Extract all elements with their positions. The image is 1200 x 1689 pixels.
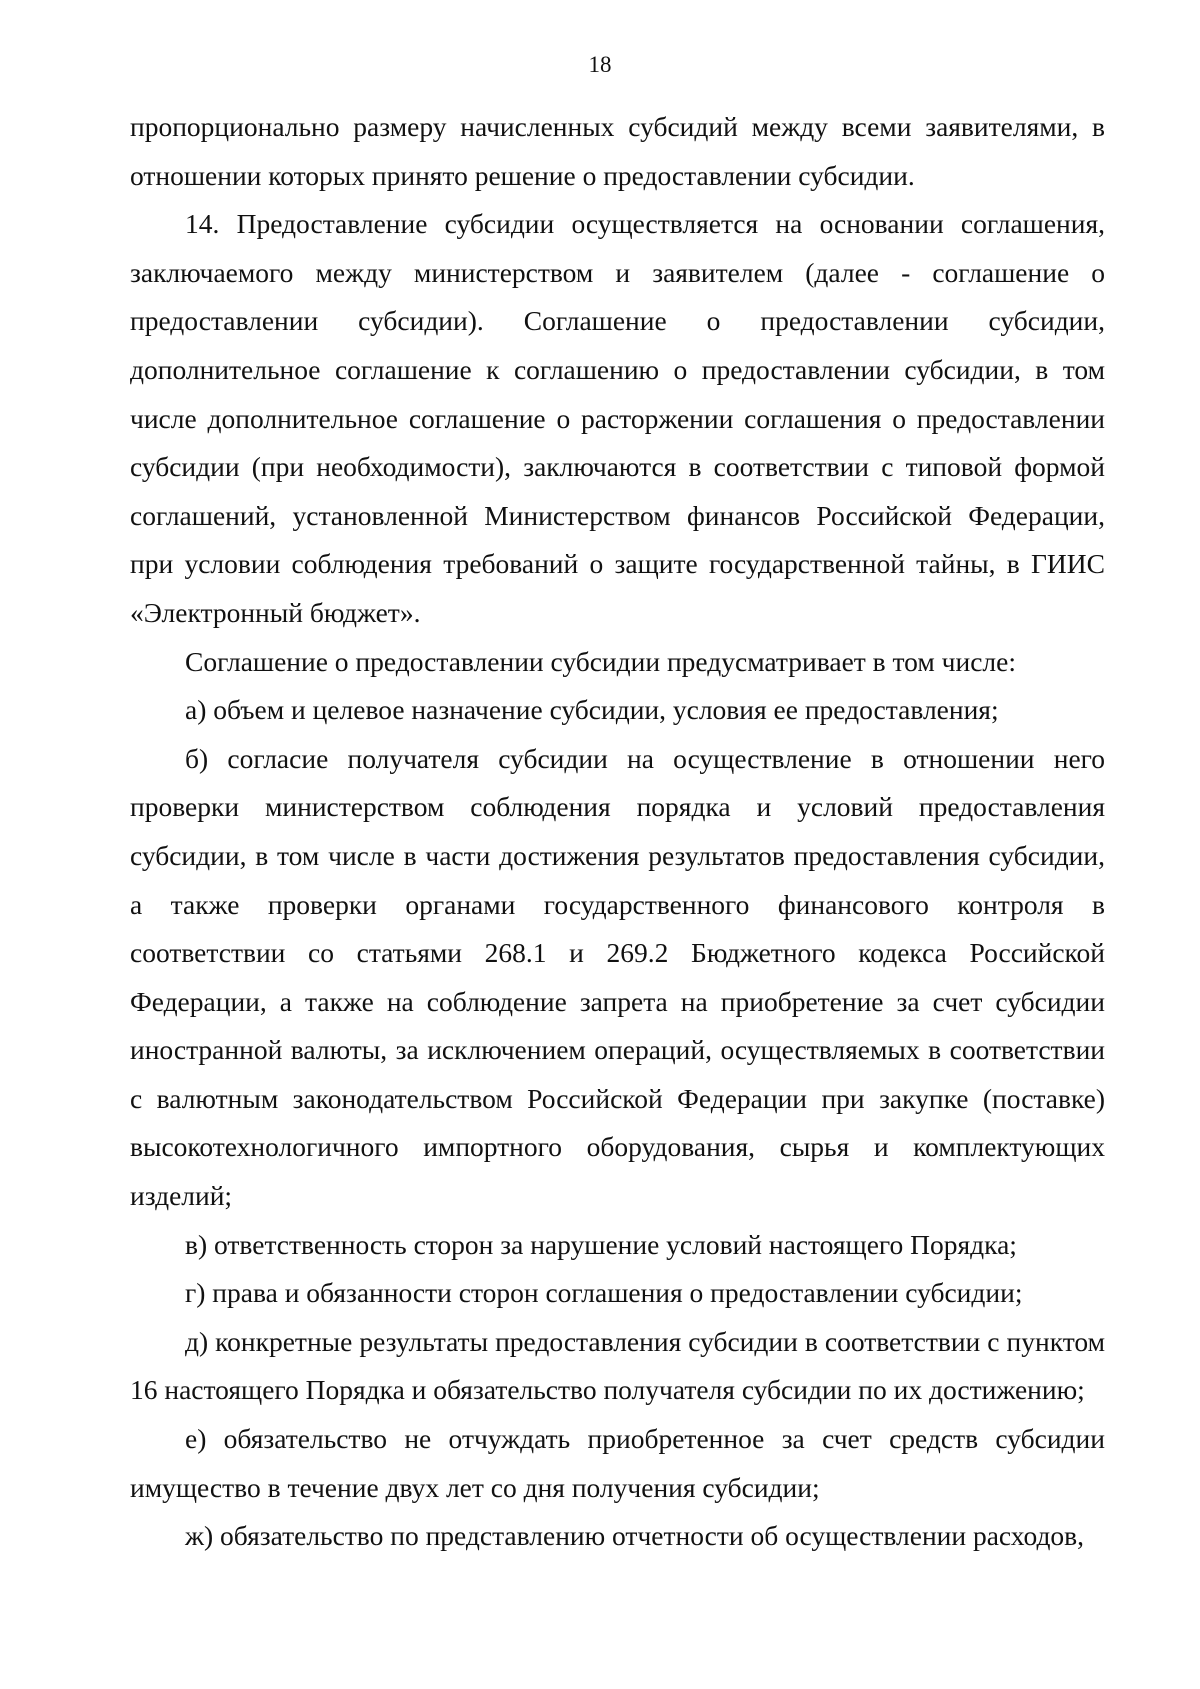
paragraph-continuation: пропорционально размеру начисленных субсидий между всеми заявителями, в отношении которых принято решение о предоставлении субсидии. xyxy=(130,111,1105,191)
list-item-g: г) права и обязанности сторон соглашения о предоставлении субсидии; xyxy=(185,1277,1023,1309)
list-item-b: б) согласие получателя субсидии на осуществление в отношении него проверки министерством соблюдения порядка и условий предоставления субсидии, в том числе в части достижения результатов предоставления субсидии, а также проверки органами государственного финансового контроля в соответствии со статьями 268.1 и 269.2 Бюджетного кодекса Российской Федерации, а также на соблюдение запрета на приобретение за счет субсидии иностранной валюты, за исключением операций, осуществляемых в соответствии с валютным законодательством Российской Федерации при закупке (поставке) высокотехнологичного импортного оборудования, сырья и комплектующих изделий; xyxy=(130,742,1105,1212)
paragraph-clause-14: 14. Предоставление субсидии осуществляется на основании соглашения, заключаемого между министерством и заявителем (далее - соглашение о предоставлении субсидии). Соглашение о предоставлении субсидии, дополнительное соглашение к соглашению о предоставлении субсидии, в том числе дополнительное соглашение о расторжении соглашения о предоставлении субсидии (при необходимости), заключаются в соответствии с типовой формой соглашений, установленной Министерством финансов Российской Федерации, при условии соблюдения требований о защите государственной тайны, в ГИИС «Электронный бюджет». xyxy=(130,208,1105,628)
list-item-zh: ж) обязательство по представлению отчетности об осуществлении расходов, xyxy=(185,1520,1085,1552)
paragraph-agreement-intro: Соглашение о предоставлении субсидии предусматривает в том числе: xyxy=(185,645,1017,677)
list-item-d: д) конкретные результаты предоставления субсидии в соответствии с пунктом 16 настоящего Порядка и обязательство получателя субсидии по их достижению; xyxy=(130,1325,1105,1406)
page-number: 18 xyxy=(588,52,612,77)
list-item-e: е) обязательство не отчуждать приобретенное за счет средств субсидии имущество в течение двух лет со дня получения субсидии; xyxy=(130,1423,1105,1503)
list-item-a: а) объем и целевое назначение субсидии, условия ее предоставления; xyxy=(185,694,999,726)
document-body xyxy=(130,103,1105,1561)
list-item-v: в) ответственность сторон за нарушение условий настоящего Порядка; xyxy=(185,1228,1017,1260)
